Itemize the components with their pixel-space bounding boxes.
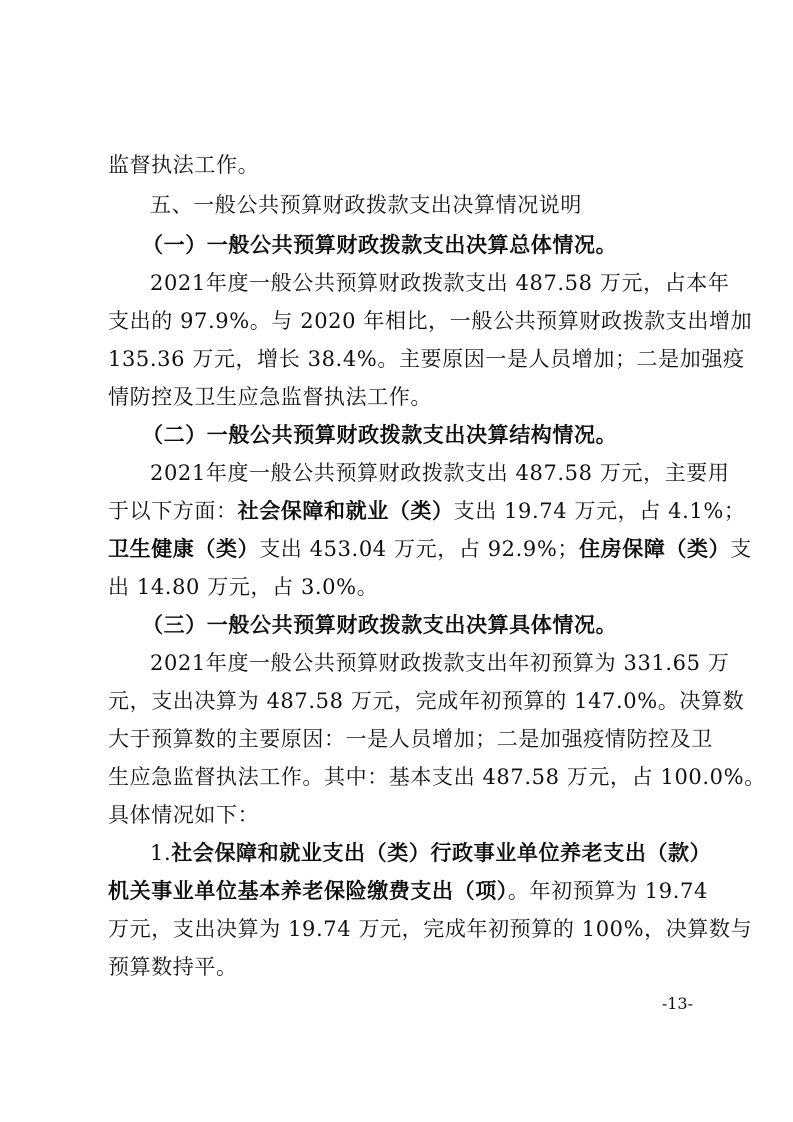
- paragraph-line: 2021年度一般公共预算财政拨款支出年初预算为 331.65 万: [150, 651, 730, 675]
- category-label: 社会保障和就业（类）: [237, 498, 454, 523]
- paragraph-line: [150, 838, 712, 868]
- paragraph-line: 预算数持平。: [108, 955, 238, 979]
- paragraph-line: 生应急监督执法工作。其中：基本支出 487.58 万元，占 100.0%。: [108, 765, 766, 789]
- paragraph-line: 支出的 97.9%。与 2020 年相比，一般公共预算财政拨款支出增加: [108, 309, 753, 333]
- subsection-heading: （一）一般公共预算财政拨款支出决算总体情况。: [142, 232, 618, 257]
- paragraph-line: 监督执法工作。: [108, 153, 260, 177]
- paragraph-line: [108, 534, 752, 564]
- paragraph-line: 大于预算数的主要原因：一是人员增加；二是加强疫情防控及卫: [108, 727, 713, 751]
- line-text: 支: [730, 537, 752, 561]
- category-label: 卫生健康（类）: [108, 536, 260, 561]
- paragraph-line: 具体情况如下：: [108, 803, 260, 827]
- paragraph-line: 2021年度一般公共预算财政拨款支出 487.58 万元，占本年: [150, 271, 730, 295]
- category-label: 住房保障（类）: [579, 536, 731, 561]
- paragraph-line: 万元，支出决算为 19.74 万元，完成年初预算的 100%，决算数与: [108, 917, 753, 941]
- line-text: 支出 453.04 万元，占 92.9%；: [259, 537, 580, 561]
- line-text: 。年初预算为 19.74: [507, 879, 708, 903]
- subsection-heading: （三）一般公共预算财政拨款支出决算具体情况。: [142, 612, 618, 637]
- paragraph-line: [108, 876, 708, 906]
- paragraph-line: 元，支出决算为 487.58 万元，完成年初预算的 147.0%。决算数: [108, 689, 745, 713]
- paragraph-line: 2021年度一般公共预算财政拨款支出 487.58 万元，主要用: [150, 461, 730, 485]
- paragraph-line: 出 14.80 万元，占 3.0%。: [108, 575, 379, 599]
- line-text: 支出 19.74 万元，占 4.1%；: [453, 499, 746, 523]
- line-text: 1.: [150, 841, 172, 865]
- item-title: 机关事业单位基本养老保险缴费支出（项）: [108, 878, 508, 903]
- paragraph-line: 135.36 万元，增长 38.4%。主要原因一是人员增加；二是加强疫: [108, 347, 745, 371]
- section-heading: 五、一般公共预算财政拨款支出决算情况说明: [150, 193, 582, 217]
- line-text: 于以下方面：: [108, 499, 238, 523]
- paragraph-line: 情防控及卫生应急监督执法工作。: [108, 385, 432, 409]
- item-title: 社会保障和就业支出（类）行政事业单位养老支出（款）: [171, 840, 712, 865]
- page-number: -13-: [661, 994, 693, 1013]
- subsection-heading: （二）一般公共预算财政拨款支出决算结构情况。: [142, 422, 618, 447]
- paragraph-line: [108, 496, 746, 526]
